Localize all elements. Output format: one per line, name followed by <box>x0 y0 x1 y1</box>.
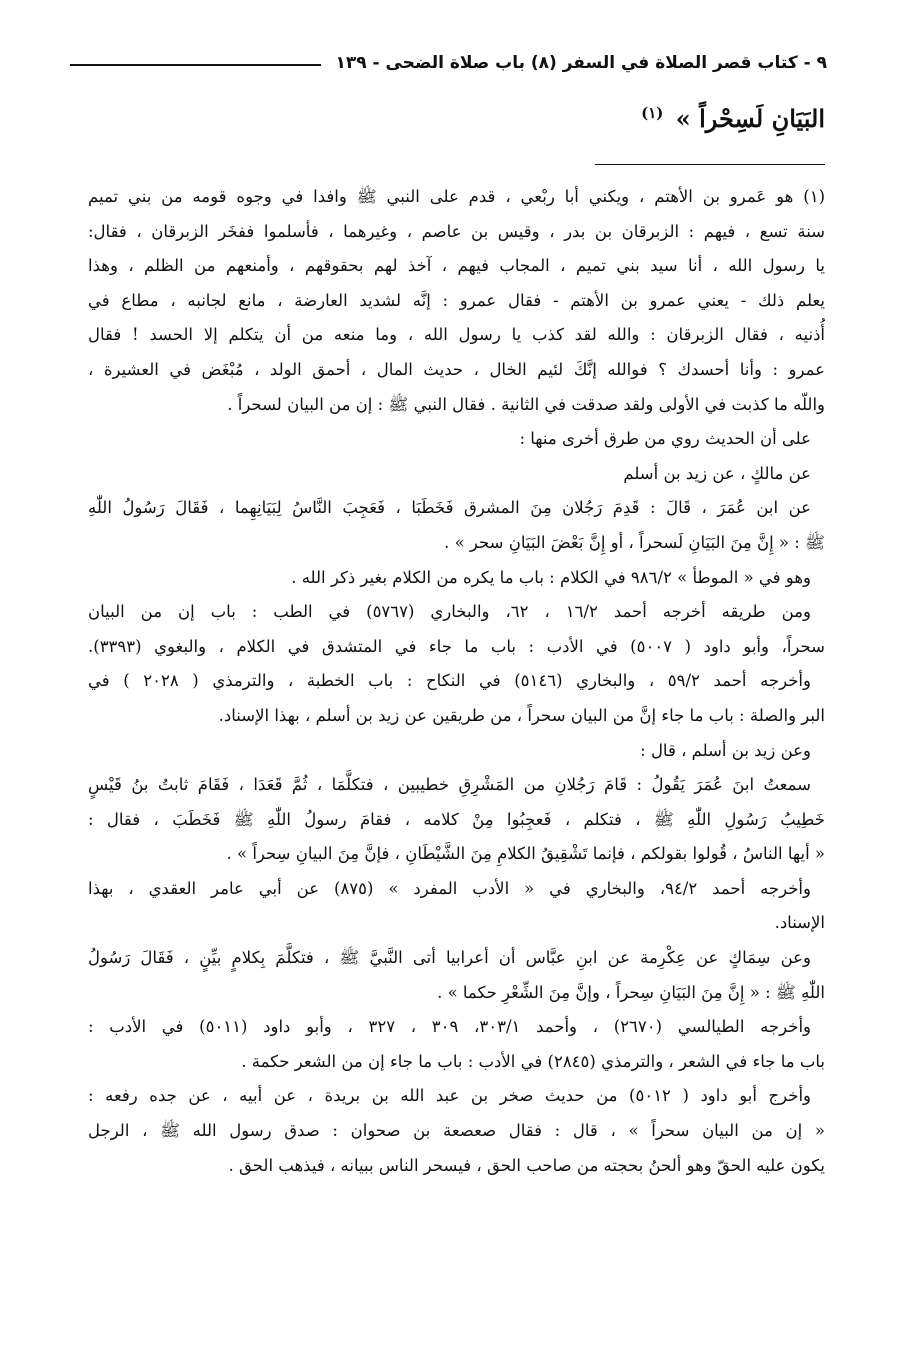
running-header <box>70 46 827 80</box>
footnote-line: وأخرجه أحمد ٥٩/٢ ، والبخاري (٥١٤٦) في النكاح : باب الخطبة ، والترمذي ( ٢٠٢٨ ) في <box>88 671 811 691</box>
footnote-line: وأخرجه أحمد ٩٤/٢، والبخاري في « الأدب المفرد » (٨٧٥) عن أبي عامر العقدي ، بهذا <box>88 878 811 898</box>
footnote-line: ومن طريقه أخرجه أحمد ١٦/٢ ، ٦٢، والبخاري (٥٧٦٧) في الطب : باب إن من البيان <box>88 602 811 622</box>
footnote-line: وعن زيد بن أسلم ، قال : <box>640 740 811 760</box>
footnote-line: ﷺ : « إِنَّ مِنَ البَيَانِ لَسحراً ، أو إِنَّ بَعْضَ البَيَانِ سحر » . <box>444 532 825 552</box>
footnote-line: وهو في « الموطأ » ٩٨٦/٢ في الكلام : باب ما يكره من الكلام بغير ذكر الله . <box>291 567 811 587</box>
footnote-line: باب ما جاء في الشعر ، والترمذي (٢٨٤٥) في الأدب : باب ما جاء إن من الشعر حكمة . <box>241 1051 825 1071</box>
footnote-line: سنة تسع ، فيهم : الزبرقان بن بدر ، وقيس بن عاصم ، وغيرهما ، فأسلموا ففخَر الزبرقان ، فقال: <box>88 221 825 241</box>
footnote-line: يا رسول الله ، أنا سيد بني تميم ، المجاب فيهم ، آخذ لهم بحقوقهم ، وأمنعهم من الظلم ، وهذا <box>88 256 825 276</box>
footnote-line: سحراً، وأبو داود ( ٥٠٠٧) في الأدب : باب ما جاء في المتشدق في الكلام ، والبغوي (٣٣٩٣). <box>88 636 825 656</box>
footnote-line: خَطِيبُ رَسُولِ اللّٰهِ ﷺ ، فتكلم ، فَعجِبُوا مِنْ كلامه ، فقامَ رسولُ اللّٰهِ ﷺ فَخَطَبَ ، فقال : <box>88 809 825 829</box>
footnote-line: على أن الحديث روي من طرق أخرى منها : <box>519 429 811 449</box>
hadith-ending-text: البَيَانِ لَسِحْراً » <box>675 104 825 133</box>
footnote-line: عن مالكٍ ، عن زيد بن أسلم <box>623 463 811 483</box>
footnote-line: وأخرجه الطيالسي (٢٦٧٠) ، وأحمد ٣٠٣/١، ٣٠٩ ، ٣٢٧ ، وأبو داود (٥٠١١) في الأدب : <box>88 1017 811 1037</box>
footnote-line: أُذنيه ، فقال الزبرقان : والله لقد كذب يا رسول الله ، وما منعه من أن يتكلم إلا الحسد ! فقال <box>88 325 825 345</box>
footnote-line: (١) هو عَمرو بن الأهتم ، ويكني أبا ربْعي ، قدم على النبي ﷺ وافدا في وجوه قومه من بني تميم <box>88 187 825 206</box>
footnote-line: « أيها الناسُ ، قُولوا بقولكم ، فإنما تَشْقِيقُ الكلامِ مِنَ الشَّيْطَانِ ، فإنَّ مِنَ البيانِ سِحراً » . <box>226 844 825 864</box>
footnote-line: يكون عليه الحقّ وهو ألحنُ بحجته من صاحب الحق ، فيسحر الناس ببيانه ، فيذهب الحق . <box>228 1155 825 1175</box>
footnote-line: سمعتُ ابنَ عُمَرَ يَقُولُ : قَامَ رَجُلانِ من المَشْرِقِ خطيبين ، فتكلَّمَا ، ثُمَّ قَعَدَا ، فَقَامَ ثابتُ بنُ قَيْسٍ <box>88 775 811 795</box>
footnote-line: الإسناد. <box>774 913 825 933</box>
footnote-body <box>88 180 825 1183</box>
footnote-line: وأخرج أبو داود ( ٥٠١٢) من حديث صخر بن عبد الله بن بريدة ، عن أبيه ، عن جده رفعه : <box>88 1086 811 1106</box>
footnote-line: البر والصلة : باب ما جاء إنَّ من البيان سحراً ، من طريقين عن زيد بن أسلم ، بهذا الإسناد. <box>218 705 825 725</box>
footnote-line: « إن من البيان سحراً » ، قال : فقال صعصعة بن صحوان : صدق رسول الله ﷺ ، الرجل <box>88 1121 825 1141</box>
footnote-line: اللّٰهِ ﷺ : « إِنَّ مِنَ البَيَانِ سِحراً ، وإنَّ مِنَ الشِّعْرِ حكما » . <box>437 982 825 1002</box>
footnote-separator <box>595 164 825 165</box>
footnote-line: وعن سِمَاكٍ عن عِكْرِمة عن ابنِ عبَّاس أن أعرابيا أتى النَّبيَّ ﷺ ، فتكلَّمَ بِكلامٍ بيِّنٍ ، فَقَالَ رَسُولُ <box>88 948 811 968</box>
footnote-line: يعلم ذلك - يعني عمرو بن الأهتم - فقال عمرو : إنَّه لشديد العارضة ، مانع لجانبه ، مطاع في <box>88 290 825 310</box>
footnote-line: واللّه ما كذبت في الأولى ولقد صدقت في الثانية . فقال النبي ﷺ : إن من البيان لسحراً . <box>227 394 825 414</box>
footnote-line: عمرو : وأنا أحسدك ؟ فوالله إنَّكَ لئيم الخال ، حديث المال ، أحمق الولد ، مُبْغَض في العشيرة ، <box>88 359 825 379</box>
header-title: ٩ - كتاب قصر الصلاة في السفر (٨) باب صلاة الضحى - ١٣٩ <box>335 53 827 73</box>
header-rule <box>70 64 321 66</box>
hadith-ending <box>641 104 825 133</box>
footnote-line: عن ابن عُمَرَ ، قَالَ : قَدِمَ رَجُلان مِنَ المشرق فَخَطَبَا ، فَعَجِبَ النَّاسُ لِبَيَانِهِما ، فَقَالَ رَسُولُ اللّٰهِ <box>88 498 811 518</box>
footnote-marker: (١) <box>641 104 664 122</box>
